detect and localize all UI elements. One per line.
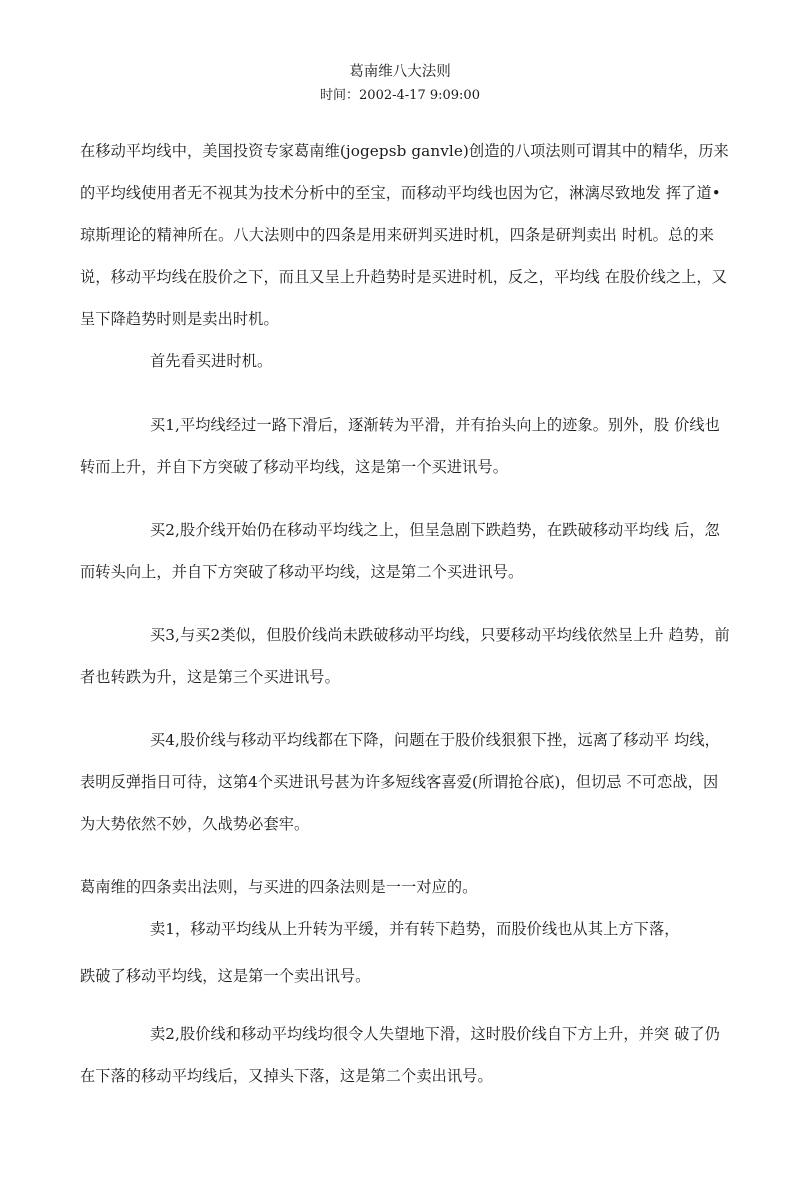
sell-rule-line: 卖1，移动平均线从上升转为平缓，并有转下趋势，而股价线也从其上方下落， (150, 920, 680, 938)
intro-line: 在移动平均线中，美国投资专家葛南维(jogepsb ganvle)创造的八项法则可谓其中的精华，历来 (80, 142, 729, 160)
buy-rule-line: 买1,平均线经过一路下滑后，逐渐转为平滑，并有抬头向上的迹象。别外，股 价线也 (150, 416, 720, 434)
document-title: 葛南维八大法则 (349, 64, 451, 80)
document-time: 时间：2002-4-17 9:09:00 (320, 88, 480, 103)
buy-rule-line: 买2,股介线开始仍在移动平均线之上，但呈急剧下跌趋势，在跌破移动平均线 后，忽 (150, 521, 720, 539)
buy-rule-line: 买4,股价线与移动平均线都在下降，问题在于股价线狠狠下挫，远离了移动平 均线， (150, 731, 720, 749)
intro-line: 说，移动平均线在股价之下，而且又呈上升趋势时是买进时机，反之，平均线 在股价线之上，又 (80, 268, 728, 286)
buy-rule-line: 转而上升，并自下方突破了移动平均线，这是第一个买进讯号。 (80, 458, 509, 476)
buy-rule-line: 者也转跌为升，这是第三个买进讯号。 (80, 668, 340, 686)
buy-rule-line: 表明反弹指日可待，这第4个买进讯号甚为许多短线客喜爱(所谓抢谷底)，但切忌 不可恋战，因 (80, 773, 719, 791)
buy-rule-line: 买3,与买2类似，但股价线尚未跌破移动平均线，只要移动平均线依然呈上升 趋势，前 (150, 626, 730, 644)
intro-line: 琼斯理论的精神所在。八大法则中的四条是用来研判买进时机，四条是研判卖出 时机。总的来 (80, 226, 714, 244)
intro-line: 的平均线使用者无不视其为技术分析中的至宝，而移动平均线也因为它，淋漓尽致地发 挥了道• (80, 184, 721, 202)
buy-rule-line: 为大势依然不妙，久战势必套牢。 (80, 815, 310, 833)
intro-line: 呈下降趋势时则是卖出时机。 (80, 310, 279, 328)
buy-section-heading: 首先看买进时机。 (150, 352, 273, 370)
sell-rule-line: 在下落的移动平均线后，又掉头下落，这是第二个卖出讯号。 (80, 1067, 493, 1085)
buy-rule-line: 而转头向上，并自下方突破了移动平均线，这是第二个买进讯号。 (80, 563, 524, 581)
sell-rule-line: 卖2,股价线和移动平均线均很令人失望地下滑，这时股价线自下方上升，并突 破了仍 (150, 1025, 720, 1043)
sell-section-heading: 葛南维的四条卖出法则，与买进的四条法则是一一对应的。 (80, 878, 478, 896)
sell-rule-line: 跌破了移动平均线，这是第一个卖出讯号。 (80, 967, 371, 985)
